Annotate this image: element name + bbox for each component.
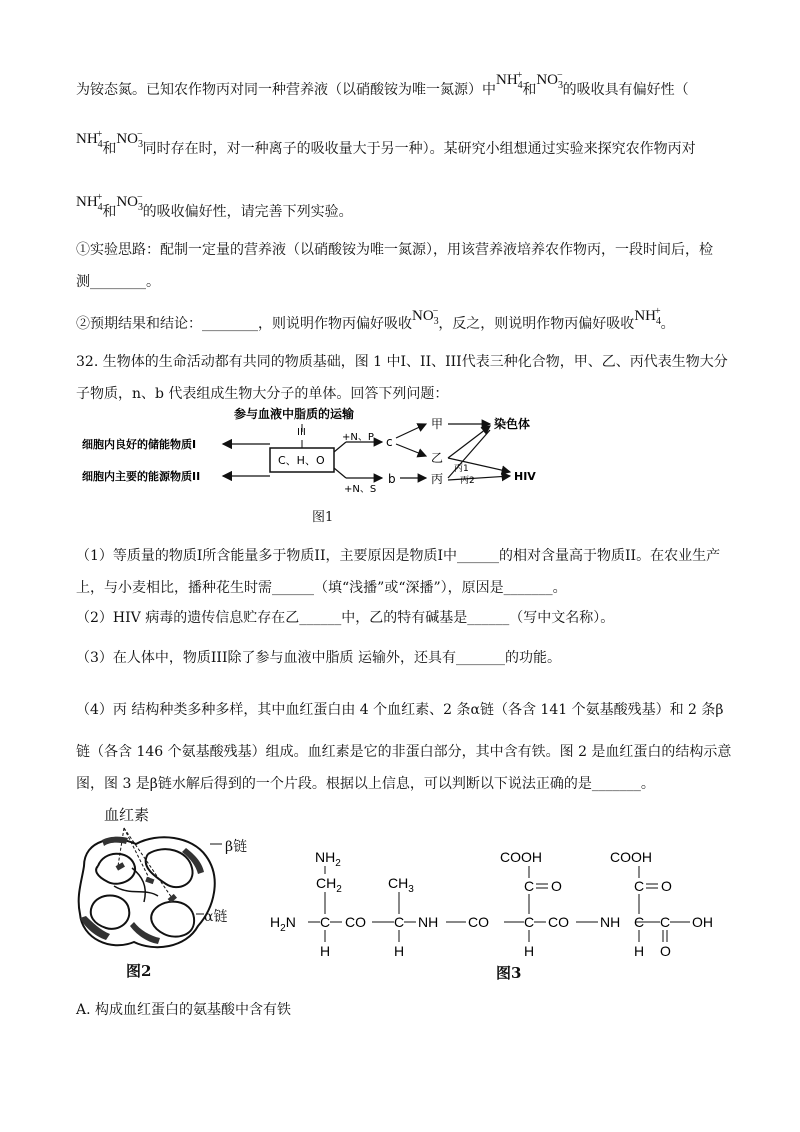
step1-line-b: 测________。 xyxy=(76,274,160,290)
text: 和 xyxy=(522,82,537,98)
nh4-ion: $NH_4^+$ xyxy=(76,192,103,213)
q4-line-a: （4）丙 结构种类多种多样，其中血红蛋白由 4 个血红素、2 条α链（各含 141 个氨基酸残基）和 2 条β xyxy=(76,702,724,718)
step1-line-a: ①实验思路：配制一定量的营养液（以硝酸铵为唯一氮源），用该营养液培养农作物丙，一段时间后，检 xyxy=(76,242,713,258)
carbon: C xyxy=(524,878,535,894)
carboxyl-group: COOH xyxy=(500,849,542,865)
option-a[interactable]: A. 构成血红蛋白的氨基酸中含有铁 xyxy=(76,1002,292,1018)
q1-line-a: （1）等质量的物质I所含能量多于物质II，主要原因是物质I中______的相对含量高于物质II。在农业生产 xyxy=(76,548,721,564)
figure-3-caption: 图3 xyxy=(496,964,522,982)
carbonyl: CO xyxy=(548,914,569,930)
hemoglobin-illustration xyxy=(74,826,224,956)
para-line-3 xyxy=(76,192,760,228)
ch3-group: $CH_3$ xyxy=(388,875,414,895)
text: 。 xyxy=(660,316,675,332)
alpha-chain-label: α链 xyxy=(204,909,228,925)
amide-nh: NH xyxy=(600,914,621,930)
label-hiv: HIV xyxy=(514,470,536,483)
q1-line-b: 上，与小麦相比，播种花生时需______（填“浅播”或“深播”），原因是_______。 xyxy=(76,580,567,596)
text: 的吸收具有偏好性（ xyxy=(562,82,689,98)
carbon: C xyxy=(660,914,671,930)
arrow xyxy=(396,444,426,456)
para-line-2 xyxy=(76,129,760,165)
ch2-group: $CH_2$ xyxy=(316,875,342,895)
heme-label: 血红素 xyxy=(104,806,150,824)
left-label-1: 细胞内良好的储能物质I xyxy=(82,438,197,451)
label-bing: 丙 xyxy=(431,472,444,486)
center-label: C、H、O xyxy=(278,454,325,467)
q4-line-c: 图，图 3 是β链水解后得到的一个片段。根据以上信息，可以判断以下说法正确的是_______。 xyxy=(76,776,655,792)
label-iii: III xyxy=(297,427,306,438)
peptide-structure xyxy=(268,844,728,964)
para-line-1 xyxy=(76,70,760,106)
q32-line-b: 子物质，n、b 代表组成生物大分子的单体。回答下列问题： xyxy=(76,386,449,402)
nh4-ion: $NH_4^+$ xyxy=(634,306,661,327)
nh4-ion: $NH_4^+$ xyxy=(76,129,103,150)
carboxyl-group: COOH xyxy=(610,849,652,865)
nh4-ion: $NH_4^+$ xyxy=(496,70,523,91)
arrow xyxy=(448,476,510,480)
hydrogen: H xyxy=(394,943,405,959)
q3-line: （3）在人体中，物质III除了参与血液中脂质 运输外，还具有_______的功能。 xyxy=(76,650,561,666)
text: 的吸收偏好性，请完善下列实验。 xyxy=(142,204,353,220)
hydrogen: H xyxy=(320,943,331,959)
q4-line-b: 链（各含 146 个氨基酸残基）组成。血红素是它的非蛋白部分，其中含有铁。图 2 是血红蛋白的结构示意 xyxy=(76,744,732,760)
hydrogen: H xyxy=(524,943,535,959)
alpha-carbon: C xyxy=(320,914,331,930)
text: 同时存在时，对一种离子的吸收量大于另一种）。某研究小组想通过实验来探究农作物丙对 xyxy=(142,141,696,157)
label-bing2: 丙2 xyxy=(460,476,475,486)
step2-line xyxy=(76,306,760,340)
arrow xyxy=(396,424,426,438)
alpha-carbon: C xyxy=(634,914,645,930)
n-terminus: $H_2N$ xyxy=(270,914,296,934)
alpha-carbon: C xyxy=(394,914,405,930)
amino-group: $NH_2$ xyxy=(315,849,341,869)
monomer-b: b xyxy=(388,472,396,486)
amide-nh: NH xyxy=(418,914,439,930)
label-chromosome: 染色体 xyxy=(494,417,531,431)
hydrogen: H xyxy=(634,943,645,959)
carbonyl: CO xyxy=(468,914,489,930)
text: ②预期结果和结论：________，则说明作物丙偏好吸收 xyxy=(76,316,412,332)
no3-ion: $NO_3^-$ xyxy=(536,70,563,91)
ns-label: +N、S xyxy=(344,484,377,495)
oxygen: O xyxy=(660,943,671,959)
text: 为铵态氮。已知农作物丙对同一种营养液（以硝酸铵为唯一氮源）中 xyxy=(76,82,496,98)
beta-chain-label: β链 xyxy=(225,839,248,855)
no3-ion: $NO_3^-$ xyxy=(116,192,143,213)
monomer-c: c xyxy=(386,435,393,449)
no3-ion: $NO_3^-$ xyxy=(412,306,439,327)
carbon: C xyxy=(634,878,645,894)
carbonyl: CO xyxy=(345,914,366,930)
hydroxyl: OH xyxy=(692,914,713,930)
oxygen: O xyxy=(661,878,672,894)
label-yi: 乙 xyxy=(431,451,444,465)
q32-line-a: 32. 生物体的生命活动都有共同的物质基础，图 1 中I、II、III代表三种化合物，甲、乙、丙代表生物大分 xyxy=(76,354,728,370)
oxygen: O xyxy=(551,878,562,894)
figure-1-caption: 图1 xyxy=(312,510,334,525)
connector xyxy=(334,468,346,478)
text: 和 xyxy=(102,204,117,220)
connector xyxy=(334,442,346,452)
label-jia: 甲 xyxy=(431,417,444,431)
figure-1-diagram xyxy=(76,404,556,504)
q2-line: （2）HIV 病毒的遗传信息贮存在乙______中，乙的特有碱基是______（写中文名称）。 xyxy=(76,610,615,626)
left-label-2: 细胞内主要的能源物质II xyxy=(82,470,201,483)
alpha-carbon: C xyxy=(524,914,535,930)
top-label: 参与血液中脂质的运输 xyxy=(234,407,355,421)
np-label: +N、P xyxy=(342,432,374,443)
figure-2-caption: 图2 xyxy=(126,962,152,980)
text: ，反之，则说明作物丙偏好吸收 xyxy=(438,316,635,332)
label-bing1: 丙1 xyxy=(454,464,469,474)
text: 和 xyxy=(102,141,117,157)
no3-ion: $NO_3^-$ xyxy=(116,129,143,150)
